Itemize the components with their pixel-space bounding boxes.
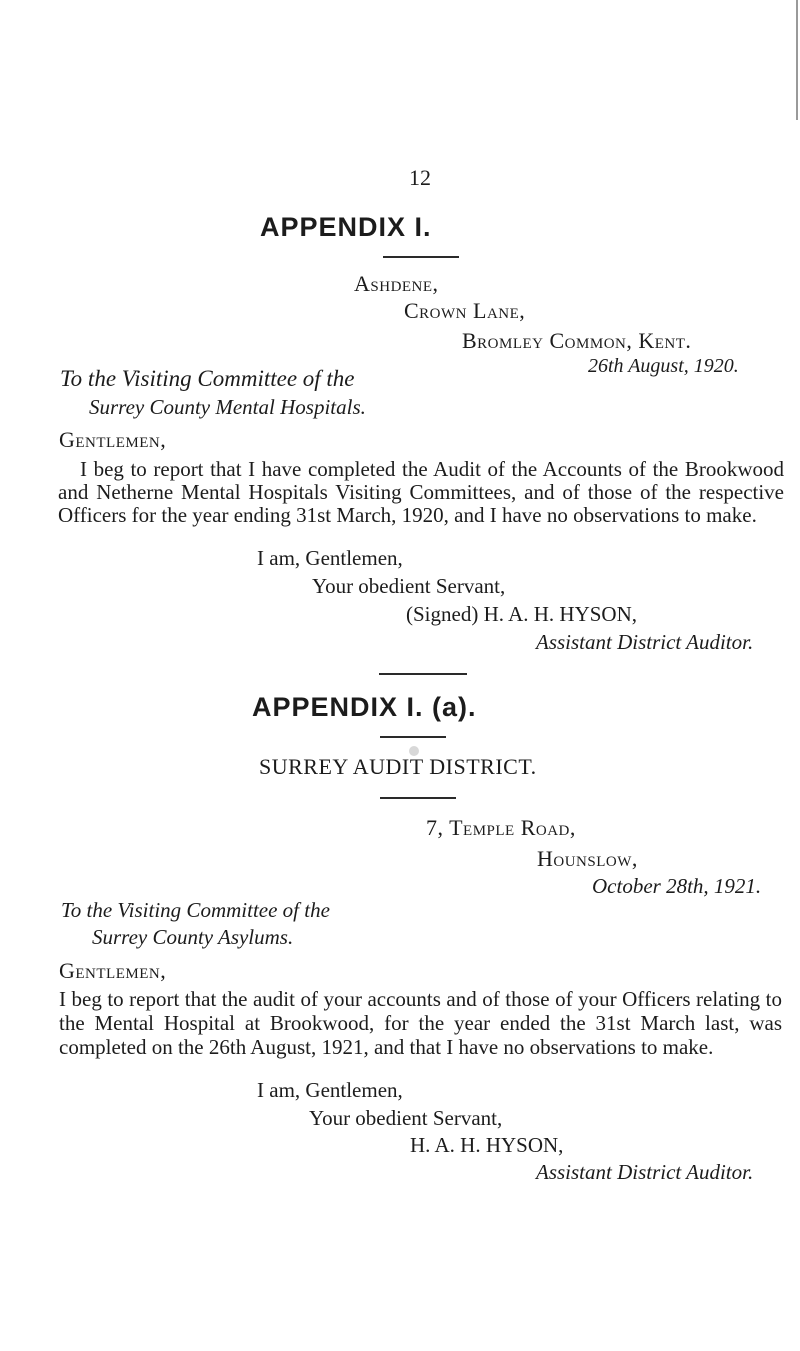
address-line: Bromley Common, Kent.	[462, 328, 692, 353]
addressee-line: Surrey County Mental Hospitals.	[89, 395, 366, 419]
addressee-line: To the Visiting Committee of the	[60, 366, 355, 391]
letter-body: I beg to report that the audit of your accounts and of those of your Officers relating to the Mental Hospital at Brookwood, for the year ended the 31st March last, was completed on the 26th August, 1921, and that I have no observations to make.	[59, 987, 782, 1059]
closing-line: I am, Gentlemen,	[257, 546, 403, 570]
page-number: 12	[409, 165, 431, 190]
audit-district-subheading: SURREY AUDIT DISTRICT.	[259, 754, 537, 779]
letter-body: I beg to report that I have completed the Audit of the Accounts of the Brookwood and Netherne Mental Hospitals Visiting Committees, and of those of the respective Officers for the year ending 31st March, 1920, and I have no observations to make.	[58, 457, 784, 527]
letter-date: October 28th, 1921.	[592, 874, 762, 898]
closing-line: Your obedient Servant,	[312, 574, 506, 598]
address-line: 7, Temple Road,	[426, 815, 576, 840]
appendix-1a-heading: APPENDIX I. (a).	[252, 692, 477, 722]
heading-rule	[383, 256, 459, 258]
closing-line: Your obedient Servant,	[309, 1106, 503, 1130]
closing-line: I am, Gentlemen,	[257, 1078, 403, 1102]
address-line: Hounslow,	[537, 846, 638, 871]
signature: H. A. H. HYSON,	[410, 1133, 564, 1157]
heading-rule	[380, 736, 446, 738]
signatory-title: Assistant District Auditor.	[536, 1160, 754, 1184]
addressee-line: Surrey County Asylums.	[92, 925, 294, 949]
appendix-1-heading: APPENDIX I.	[260, 212, 432, 242]
address-line: Ashdene,	[354, 271, 439, 296]
subheading-rule	[380, 797, 456, 799]
address-line: Crown Lane,	[404, 298, 526, 323]
signatory-title: Assistant District Auditor.	[536, 630, 754, 654]
section-divider	[379, 673, 467, 675]
salutation: Gentlemen,	[59, 427, 167, 452]
page-edge-shadow	[796, 0, 798, 120]
salutation: Gentlemen,	[59, 958, 167, 983]
addressee-line: To the Visiting Committee of the	[61, 898, 330, 922]
letter-date: 26th August, 1920.	[588, 355, 739, 377]
signature: (Signed) H. A. H. HYSON,	[406, 602, 637, 626]
